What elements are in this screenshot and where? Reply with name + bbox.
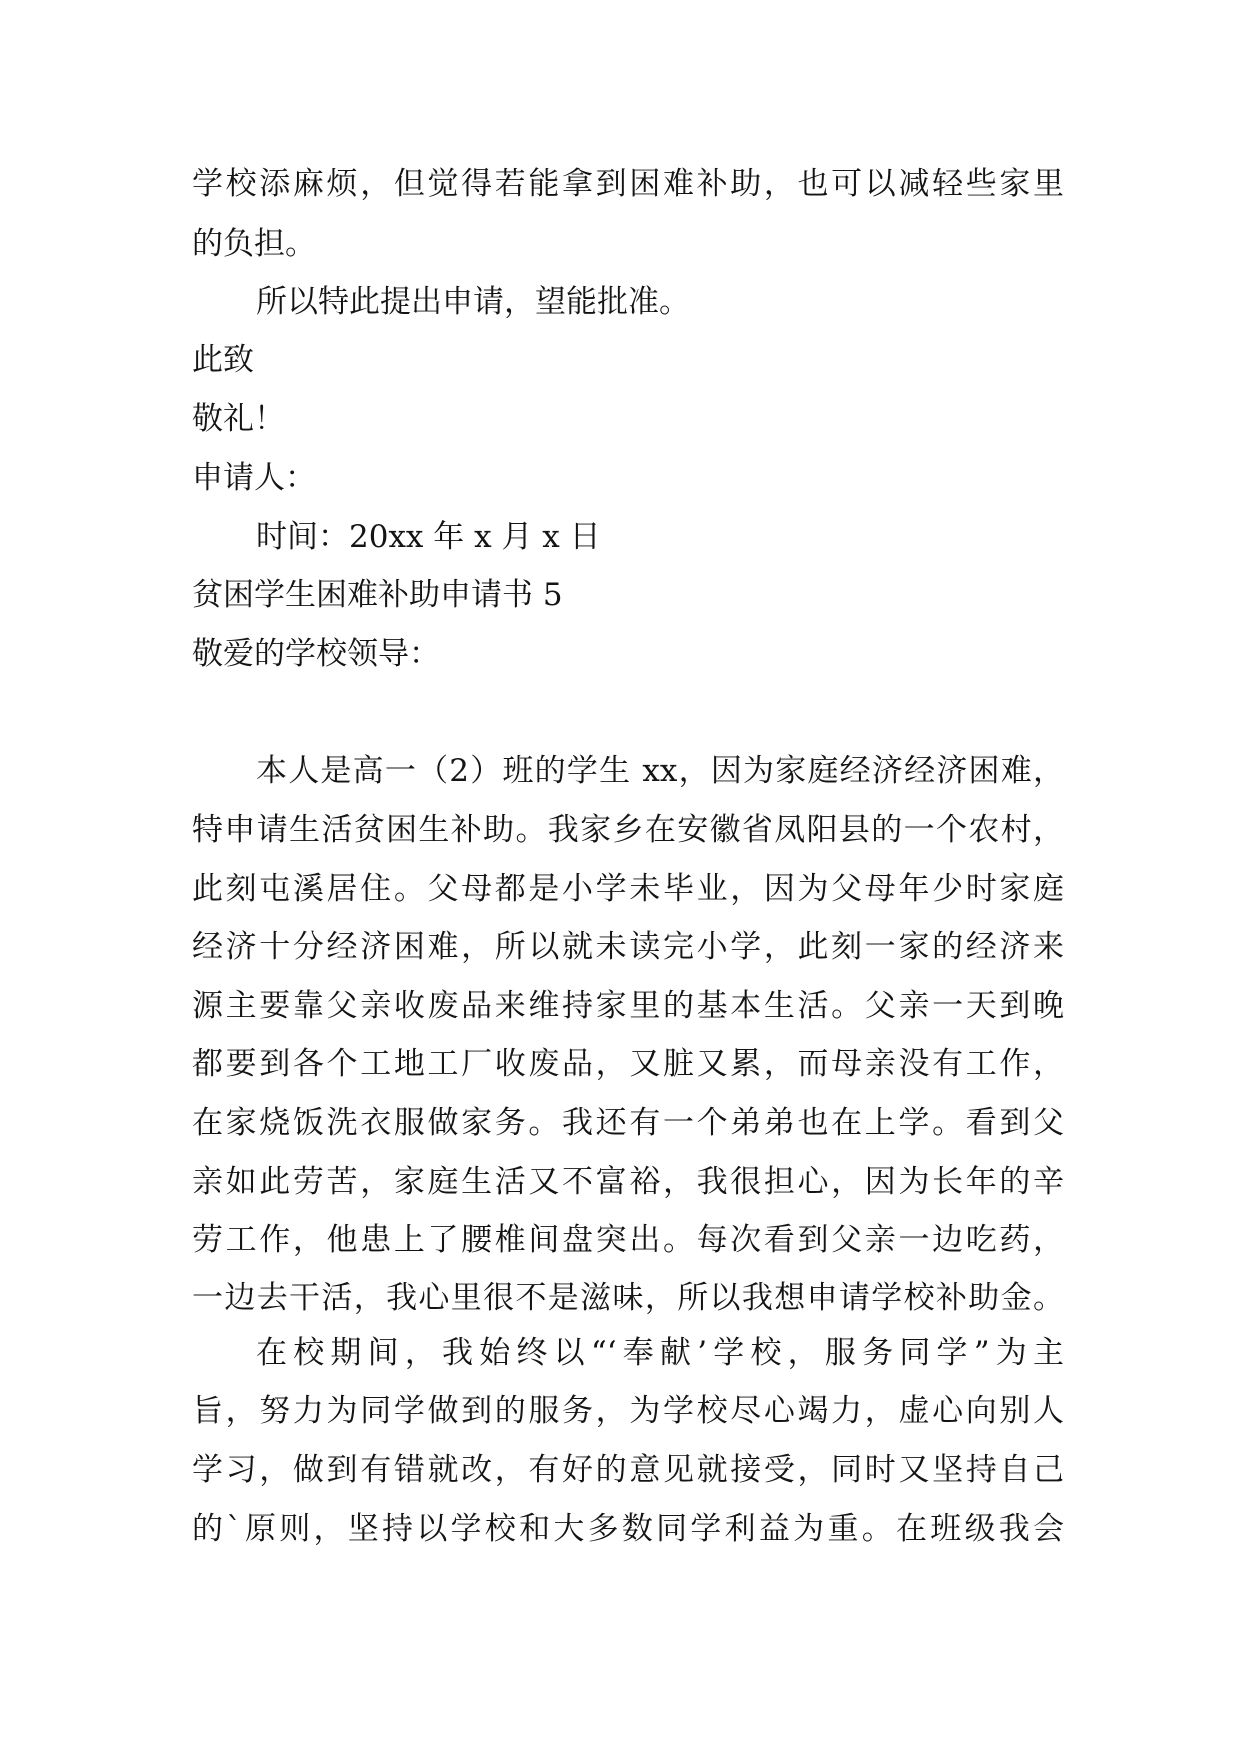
text-line: 都要到各个工地工厂收废品，又脏又累，而母亲没有工作，	[192, 1046, 1064, 1082]
closing-regards: 敬礼！	[192, 401, 285, 437]
text-line: 的`原则，坚持以学校和大多数同学利益为重。在班级我会	[192, 1511, 1064, 1547]
text-line: 亲如此劳苦，家庭生活又不富裕，我很担心，因为长年的辛	[192, 1164, 1064, 1200]
text-line: 在家烧饭洗衣服做家务。我还有一个弟弟也在上学。看到父	[192, 1105, 1064, 1141]
text-line: 经济十分经济困难，所以就未读完小学，此刻一家的经济来	[192, 929, 1064, 965]
text-line: 的负担。	[192, 226, 316, 262]
text-line: 源主要靠父亲收废品来维持家里的基本生活。父亲一天到晚	[192, 988, 1064, 1024]
text-line: 此刻屯溪居住。父母都是小学未毕业，因为父母年少时家庭	[192, 871, 1064, 907]
text-line: 旨，努力为同学做到的服务，为学校尽心竭力，虚心向别人	[192, 1393, 1064, 1429]
text-line: 劳工作，他患上了腰椎间盘突出。每次看到父亲一边吃药，	[192, 1222, 1064, 1258]
text-line: 本人是高一（2）班的学生 xx，因为家庭经济经济困难，	[256, 753, 1064, 789]
text-line: 学校添麻烦，但觉得若能拿到困难补助，也可以减轻些家里	[192, 166, 1064, 202]
text-line: 所以特此提出申请，望能批准。	[256, 284, 690, 320]
text-line: 在校期间，我始终以“‘奉献’学校，服务同学”为主	[256, 1335, 1064, 1371]
text-line: 一边去干活，我心里很不是滋味，所以我想申请学校补助金。	[192, 1280, 1064, 1316]
date-line: 时间：20xx 年 x 月 x 日	[256, 519, 601, 555]
section-title: 贫困学生困难补助申请书 5	[192, 577, 563, 613]
salutation: 敬爱的学校领导：	[192, 636, 440, 672]
applicant-label: 申请人：	[192, 460, 316, 496]
text-line: 特申请生活贫困生补助。我家乡在安徽省凤阳县的一个农村，	[192, 812, 1064, 848]
text-line: 学习，做到有错就改，有好的意见就接受，同时又坚持自己	[192, 1452, 1064, 1488]
closing-salutation: 此致	[192, 342, 254, 378]
